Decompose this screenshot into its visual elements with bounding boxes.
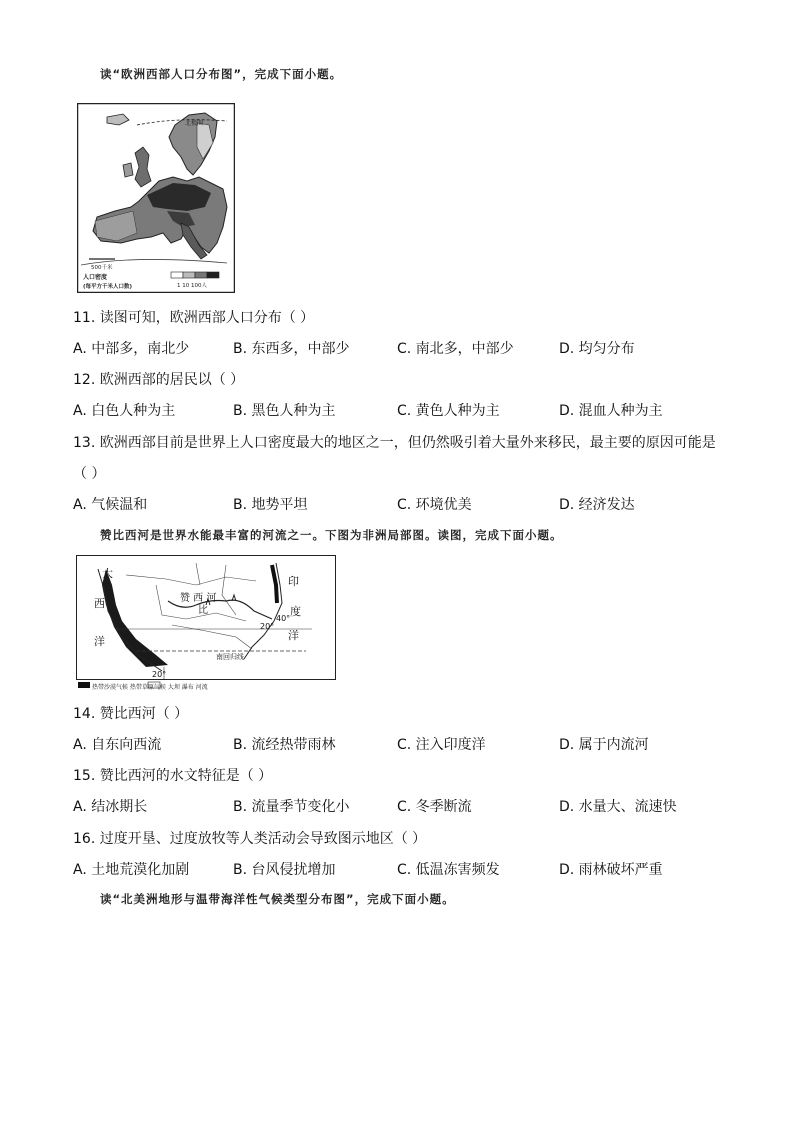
q12-option-b[interactable]: B. 黑色人种为主 — [233, 403, 336, 419]
label-yang: 洋 — [94, 635, 105, 648]
arctic-label: 北极圈 — [185, 120, 204, 127]
question-14-stem: 14. 赞比西河（ ） — [73, 706, 189, 722]
intro-text-north-america: 读“北美洲地形与温带海洋性气候类型分布图”，完成下面小题。 — [100, 892, 455, 906]
q11-option-d[interactable]: D. 均匀分布 — [559, 341, 635, 357]
question-16-stem: 16. 过度开垦、过度放牧等人类活动会导致图示地区（ ） — [73, 831, 427, 847]
label-xi: 西 — [94, 597, 105, 610]
label-da: 大 — [102, 567, 113, 580]
legend-values: 1 10 100人 — [177, 283, 207, 289]
q11-option-a[interactable]: A. 中部多，南北少 — [73, 341, 190, 357]
q12-option-c[interactable]: C. 黄色人种为主 — [397, 403, 500, 419]
label-yin: 印 — [288, 575, 299, 588]
q14-option-c[interactable]: C. 注入印度洋 — [397, 737, 486, 753]
q13-option-b[interactable]: B. 地势平坦 — [233, 497, 308, 513]
question-15-stem: 15. 赞比西河的水文特征是（ ） — [73, 768, 273, 784]
deg-20-label: 20° — [260, 622, 275, 631]
label-yang2: 洋 — [288, 629, 299, 642]
river-bi-label: 比 — [198, 605, 208, 616]
map2-legend: 热带沙漠气候 热带草原气候 大坝 瀑布 河流 — [92, 684, 208, 691]
question-13-stem-continued: （ ） — [73, 466, 106, 482]
intro-text-europe: 读“欧洲西部人口分布图”，完成下面小题。 — [100, 67, 343, 81]
q11-option-c[interactable]: C. 南北多，中部少 — [397, 341, 514, 357]
intro-text-zambezi: 赞比西河是世界水能最丰富的河流之一。下图为非洲局部图。读图，完成下面小题。 — [100, 528, 563, 542]
q15-option-a[interactable]: A. 结冰期长 — [73, 799, 148, 815]
q16-option-c[interactable]: C. 低温冻害频发 — [397, 862, 500, 878]
zambezi-africa-map — [76, 555, 336, 693]
deg-40-label: 40° — [276, 614, 291, 623]
q14-option-d[interactable]: D. 属于内流河 — [559, 737, 649, 753]
q14-option-a[interactable]: A. 自东向西流 — [73, 737, 162, 753]
q14-option-b[interactable]: B. 流经热带雨林 — [233, 737, 336, 753]
question-11-stem: 11. 读图可知，欧洲西部人口分布（ ） — [73, 310, 315, 326]
europe-population-map — [77, 103, 235, 293]
q13-option-a[interactable]: A. 气候温和 — [73, 497, 148, 513]
q11-option-b[interactable]: B. 东西多，中部少 — [233, 341, 350, 357]
river-name-label: 赞 西 河 — [180, 593, 217, 604]
q12-option-a[interactable]: A. 白色人种为主 — [73, 403, 176, 419]
q16-option-d[interactable]: D. 雨林破坏严重 — [559, 862, 663, 878]
question-13-stem: 13. 欧洲西部目前是世界上人口密度最大的地区之一，但仍然吸引着大量外来移民，最主要的原因可能是 — [73, 435, 716, 451]
scale-label: 500千米 — [91, 265, 113, 271]
label-du: 度 — [290, 605, 301, 618]
legend-unit: (每平方千米人口数) — [83, 284, 133, 290]
q15-option-d[interactable]: D. 水量大、流速快 — [559, 799, 677, 815]
q15-option-b[interactable]: B. 流量季节变化小 — [233, 799, 350, 815]
deg-20b-label: 20° — [152, 670, 167, 679]
q13-option-d[interactable]: D. 经济发达 — [559, 497, 635, 513]
legend-title: 人口密度 — [83, 274, 108, 281]
q16-option-b[interactable]: B. 台风侵扰增加 — [233, 862, 336, 878]
q13-option-c[interactable]: C. 环境优美 — [397, 497, 472, 513]
question-12-stem: 12. 欧洲西部的居民以（ ） — [73, 372, 245, 388]
q12-option-d[interactable]: D. 混血人种为主 — [559, 403, 663, 419]
q16-option-a[interactable]: A. 土地荒漠化加剧 — [73, 862, 190, 878]
tropic-label: 南回归线 — [216, 653, 244, 661]
q15-option-c[interactable]: C. 冬季断流 — [397, 799, 472, 815]
